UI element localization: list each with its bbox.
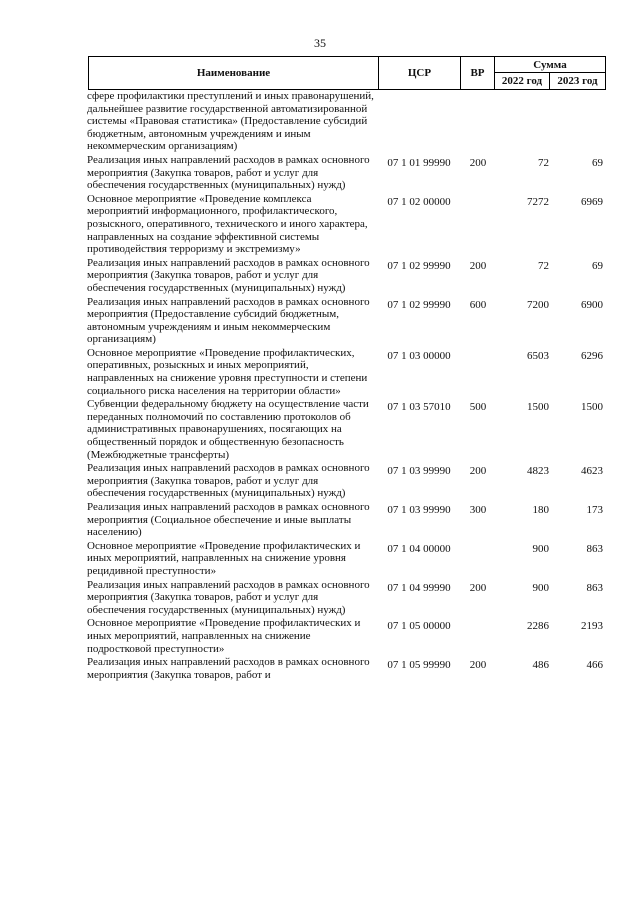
row-name: Основное мероприятие «Проведение профилактических и иных мероприятий, направленных на снижение подростковой преступности» <box>87 617 361 655</box>
row-vr: 200 <box>469 659 487 672</box>
row-name: Основное мероприятие «Проведение профилактических и иных мероприятий, направленных на снижение уровня рецидивной преступности» <box>87 539 361 577</box>
row-sum-2022: 6503 <box>527 349 549 362</box>
header-year-2022: 2022 год <box>495 73 550 89</box>
row-sum-2023: 1500 <box>581 401 603 414</box>
table-row <box>87 656 607 681</box>
row-sum-2023: 466 <box>586 659 603 672</box>
header-year-2023: 2023 год <box>557 75 598 87</box>
row-sum-2022: 7272 <box>527 195 549 208</box>
row-sum-2022: 2286 <box>527 620 549 633</box>
row-sum-2023: 4623 <box>581 465 603 478</box>
row-sum-2023: 2193 <box>581 620 603 633</box>
table-row <box>87 257 607 295</box>
table-row <box>87 501 607 539</box>
table-row <box>87 617 607 655</box>
row-sum-2023: 6296 <box>581 349 603 362</box>
page-number: 35 <box>314 36 326 50</box>
row-vr <box>463 347 493 350</box>
row-name: Реализация иных направлений расходов в рамках основного мероприятия (Предоставление субсидий бюджетным, автономным учреждениям и иным некоммерческим организациям) <box>87 295 370 346</box>
row-vr: 200 <box>469 465 487 478</box>
row-csr: 07 1 04 99990 <box>387 581 451 594</box>
row-name: Реализация иных направлений расходов в рамках основного мероприятия (Социальное обеспечение и иные выплаты населению) <box>87 501 370 539</box>
row-vr <box>463 90 493 93</box>
header-vr: ВР <box>461 57 495 89</box>
row-vr <box>463 617 493 620</box>
row-sum-2022: 180 <box>532 504 549 516</box>
row-sum-2023: 173 <box>586 504 603 516</box>
row-csr: 07 1 05 00000 <box>387 620 451 633</box>
header-name: Наименование <box>89 57 379 89</box>
row-sum-2023: 6900 <box>581 298 603 311</box>
table-row <box>87 296 607 346</box>
row-name: Субвенции федеральному бюджету на осуществление части переданных полномочий по составлению протоколов об административных правонарушениях, посягающих на общественный порядок и общественную безопасность (Межбюджетные трансферты) <box>87 398 369 461</box>
row-sum-2022: 900 <box>532 542 549 555</box>
row-vr: 300 <box>469 504 487 516</box>
row-csr: 07 1 02 99990 <box>387 298 451 311</box>
row-name: Основное мероприятие «Проведение комплекса мероприятий информационного, профилактического, розыскного, оперативного, технического и иного характера, направленных на создание эффективной системы противодействия терроризму и экстремизму» <box>87 192 368 256</box>
row-vr <box>463 193 493 196</box>
row-vr: 500 <box>469 401 487 414</box>
row-sum-2023: 69 <box>592 156 603 169</box>
row-sum-2022: 7200 <box>527 298 549 311</box>
table-row <box>87 347 607 397</box>
row-csr: 07 1 04 00000 <box>387 542 451 555</box>
row-vr: 200 <box>469 156 487 169</box>
row-sum-2023: 69 <box>592 259 603 272</box>
row-csr <box>375 90 463 93</box>
row-sum-2022: 72 <box>538 259 549 272</box>
table-row <box>87 398 607 461</box>
row-sum-2022: 486 <box>532 659 549 672</box>
row-name: Основное мероприятие «Проведение профилактических, оперативных, розыскных и иных мероприятий, направленных на снижение уровня преступности и степени социального риска населения на территории области» <box>87 346 368 397</box>
row-sum-2023: 863 <box>586 581 603 594</box>
row-csr: 07 1 03 99990 <box>387 504 451 516</box>
table-row <box>87 462 607 500</box>
table-row <box>87 154 607 192</box>
row-csr: 07 1 01 99990 <box>387 156 451 169</box>
row-csr: 07 1 03 99990 <box>387 465 451 478</box>
row-vr <box>463 540 493 543</box>
row-sum-2022 <box>493 90 549 93</box>
row-csr: 07 1 05 99990 <box>387 659 451 672</box>
row-name: Реализация иных направлений расходов в рамках основного мероприятия (Закупка товаров, работ и <box>87 656 370 681</box>
row-name: сфере профилактики преступлений и иных правонарушений, дальнейшее развитие государственной автоматизированной системы «Правовая статистика» (Предоставление субсидий бюджетным, автономным учреждениям и иным некоммерческим организациям) <box>87 90 374 153</box>
row-sum-2022: 900 <box>532 581 549 594</box>
row-name: Реализация иных направлений расходов в рамках основного мероприятия (Закупка товаров, работ и услуг для обеспечения государственных (муниципальных) нужд) <box>87 462 370 500</box>
row-csr: 07 1 02 00000 <box>387 195 451 208</box>
row-name: Реализация иных направлений расходов в рамках основного мероприятия (Закупка товаров, работ и услуг для обеспечения государственных (муниципальных) нужд) <box>87 578 370 616</box>
row-sum-2023 <box>549 90 603 93</box>
row-sum-2022: 72 <box>538 156 549 169</box>
row-name: Реализация иных направлений расходов в рамках основного мероприятия (Закупка товаров, работ и услуг для обеспечения государственных (муниципальных) нужд) <box>87 153 370 192</box>
table-row <box>87 90 607 153</box>
table-row <box>87 540 607 578</box>
row-vr: 200 <box>469 259 487 272</box>
header-csr: ЦСР <box>379 57 461 89</box>
row-csr: 07 1 03 00000 <box>387 349 451 362</box>
table-header <box>88 56 606 90</box>
table-row <box>87 579 607 617</box>
row-sum-2022: 1500 <box>527 401 549 414</box>
row-sum-2023: 863 <box>586 542 603 555</box>
header-sum: Сумма <box>495 57 605 73</box>
row-sum-2023: 6969 <box>581 195 603 208</box>
row-csr: 07 1 02 99990 <box>387 259 451 272</box>
row-csr: 07 1 03 57010 <box>387 401 451 414</box>
row-sum-2022: 4823 <box>527 465 549 478</box>
row-vr: 200 <box>469 581 487 594</box>
table-body <box>87 90 607 682</box>
row-vr: 600 <box>469 298 487 311</box>
table-row <box>87 193 607 256</box>
row-name: Реализация иных направлений расходов в рамках основного мероприятия (Закупка товаров, работ и услуг для обеспечения государственных (муниципальных) нужд) <box>87 256 370 294</box>
